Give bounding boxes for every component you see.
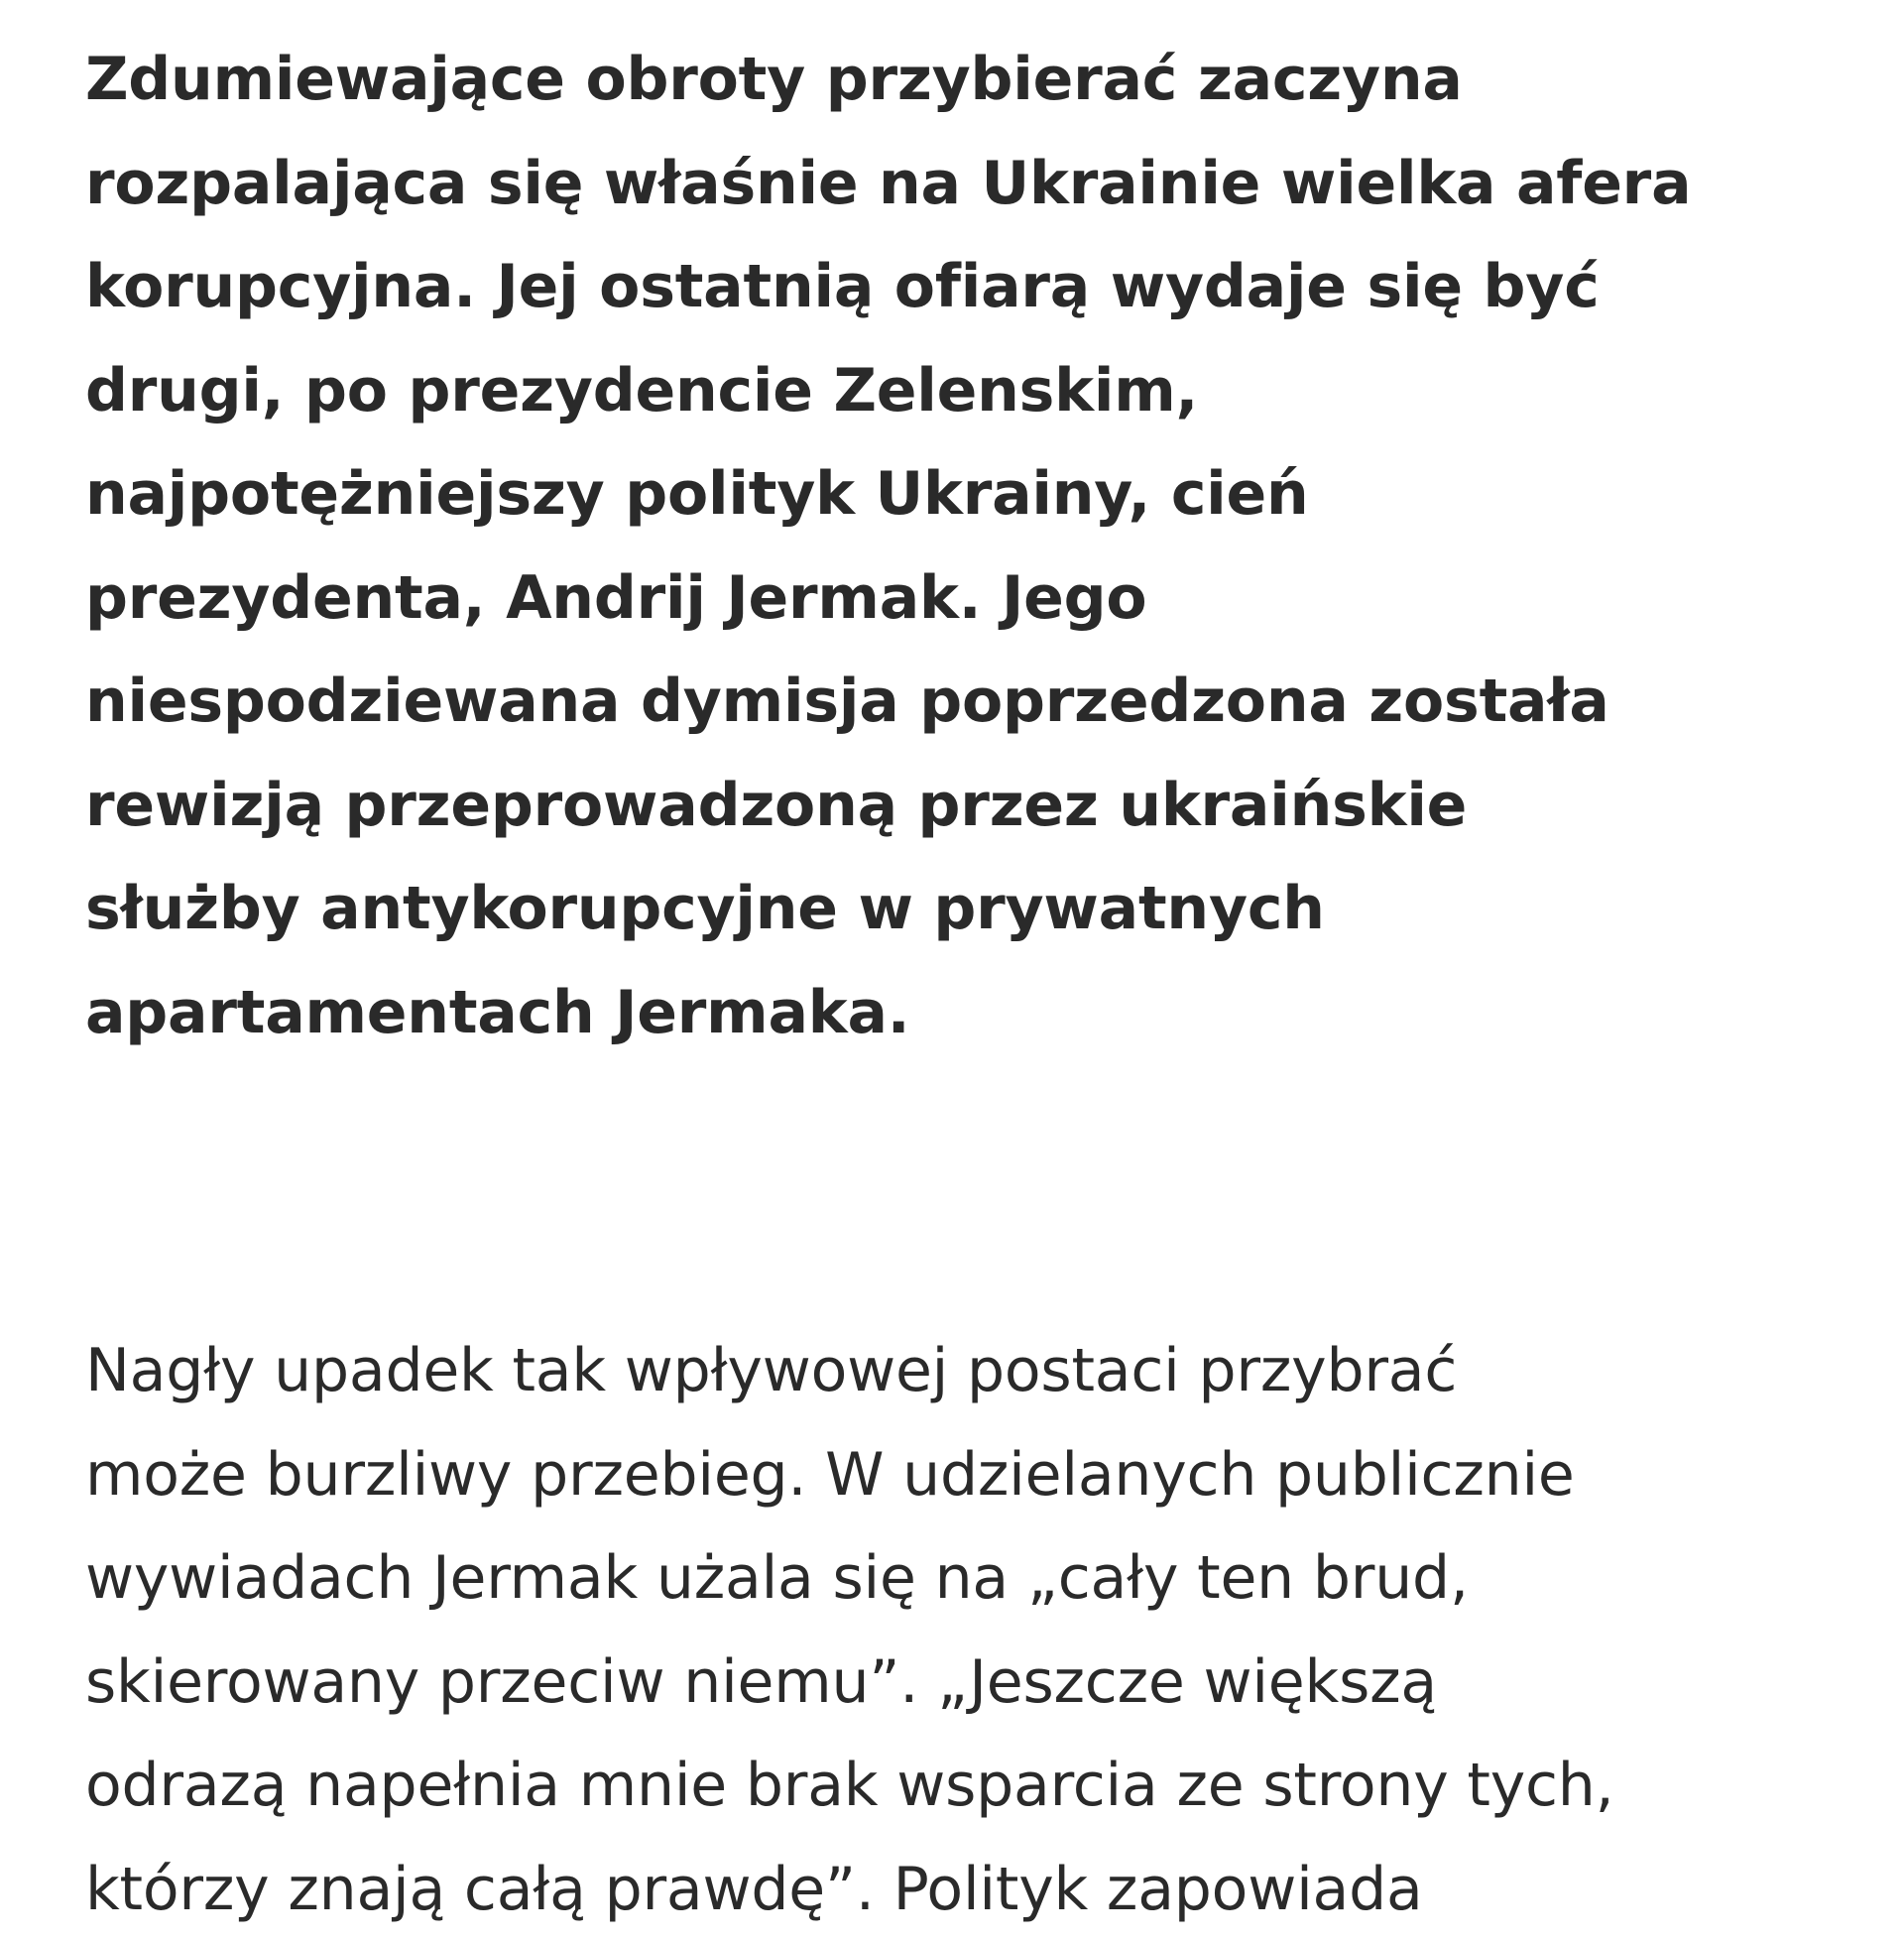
text-line: Zdumiewające obroty przybierać zaczyna [85, 28, 1870, 132]
text-line: apartamentach Jermaka. [85, 961, 1870, 1065]
paragraph-1 [85, 28, 1870, 1064]
text-line: służby antykorupcyjne w prywatnych [85, 857, 1870, 961]
text-line: niespodziewana dymisja poprzedzona została [85, 650, 1870, 754]
text-line: Nagły upadek tak wpływowej postaci przybrać [85, 1319, 1614, 1423]
text-line: rozpalająca się właśnie na Ukrainie wielka afera [85, 132, 1870, 236]
text-line: odrazą napełnia mnie brak wsparcia ze strony tych, [85, 1734, 1614, 1838]
text-line: którzy znają całą prawdę”. Polityk zapowiada [85, 1838, 1614, 1941]
text-line: może burzliwy przebieg. W udzielanych publicznie [85, 1423, 1614, 1527]
text-line: najpotężniejszy polityk Ukrainy, cień [85, 442, 1870, 546]
article-body [85, 28, 1870, 1064]
text-line: skierowany przeciw niemu”. „Jeszcze większą [85, 1631, 1614, 1735]
text-line: wywiadach Jermak użala się na „cały ten brud, [85, 1526, 1614, 1631]
text-line: prezydenta, Andrij Jermak. Jego [85, 546, 1870, 651]
text-line: drugi, po prezydencie Zelenskim, [85, 339, 1870, 443]
text-line: korupcyjna. Jej ostatnią ofiarą wydaje się być [85, 235, 1870, 339]
text-line: rewizją przeprowadzoną przez ukraińskie [85, 754, 1870, 858]
paragraph-2 [85, 1319, 1614, 1941]
